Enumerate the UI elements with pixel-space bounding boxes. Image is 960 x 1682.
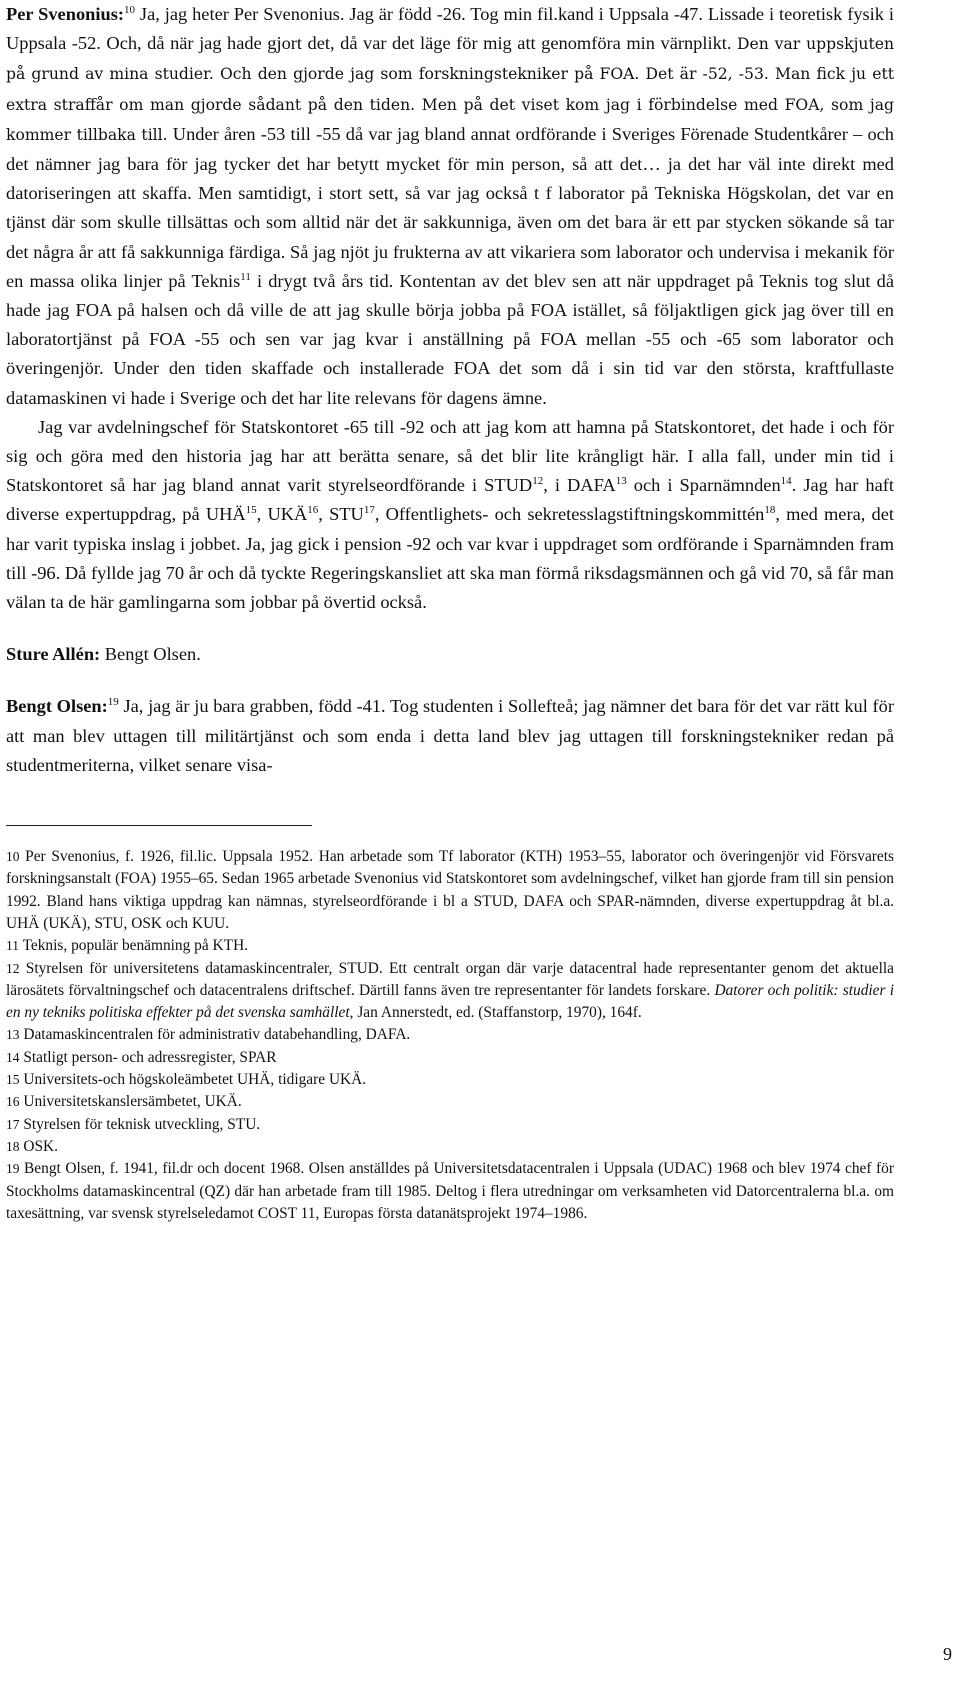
footnote-ref: 12 bbox=[532, 475, 544, 488]
footnote-text: Universitets-och högskoleämbetet UHÄ, tidigare UKÄ. bbox=[19, 1071, 367, 1089]
paragraph-text: Ja, jag är ju bara grabben, född -41. Tog studenten i Sollefteå; jag nämner det bara för det var rätt kul för att man blev uttagen till militärtjänst och som enda i detta land blev jag uttagen till forskningstekniker redan på studentmeriterna, vilket senare visa- bbox=[6, 696, 894, 775]
footnote-16 bbox=[6, 1091, 894, 1113]
paragraph-text: . Jag har haft diverse expertuppdrag, på UHÄ bbox=[6, 475, 895, 525]
footnote-15 bbox=[6, 1069, 894, 1091]
footnote-ref: 10 bbox=[124, 3, 135, 16]
footnote-text: , Jan Annerstedt, ed. (Staffanstorp, 1970), 164f. bbox=[349, 1004, 642, 1022]
footnote-10 bbox=[6, 846, 894, 935]
paragraph-text: Den var uppskjuten på grund av mina studier. Och den gjorde jag som forskningstekniker på FOA. Det är -52, -53. Man fick ju ett extra straffår om man gjorde sådant på den tiden. Men på det viset kom jag i förbindelse med FOA, som jag kommer tillbaka till. bbox=[6, 35, 894, 144]
footnote-separator bbox=[6, 825, 312, 826]
speaker-label: Sture Allén: bbox=[6, 644, 101, 665]
paragraph-olsen bbox=[6, 692, 894, 780]
paragraph-text: i drygt två års tid. Kontentan av det blev sen att när uppdraget på Teknis tog slut då hade jag FOA på halsen och då ville de att jag skulle börja jobba på FOA istället, så följaktligen gick jag över till en laboratortjänst på FOA -55 och sen var jag kvar i anställning på FOA mellan -55 och -65 som laborator och överingenjör. Under den tiden skaffade och installerade FOA det som då i sin tid var den största, kraftfullaste datamaskinen vi hade i Sverige och det har lite relevans för dagens ämne. bbox=[6, 270, 895, 408]
speaker-label: Per Svenonius: bbox=[6, 4, 124, 24]
footnote-ref: 17 bbox=[363, 504, 375, 517]
footnote-12 bbox=[6, 958, 894, 1025]
footnote-text: Per Svenonius, f. 1926, fil.lic. Uppsala 1952. Han arbetade som Tf laborator (KTH) 1953–55, laborator och överingenjör vid Försvarets forskningsanstalt (FOA) 1955–65. Sedan 1965 arbetade Svenonius vid Statskontoret som avdelningschef, vilket han gjorde fram till sin pension 1992. Bland hans viktiga uppdrag kan nämnas, styrelseordförande i bl a STUD, DAFA och SPAR-nämnden, diverse expertuppdrag åt bl.a. UHÄ (UKÄ), STU, OSK och KUU. bbox=[6, 848, 894, 932]
paragraph-svenonius bbox=[6, 0, 894, 413]
footnote-text: Universitetskanslersämbetet, UKÄ. bbox=[19, 1093, 242, 1111]
paragraph-allen bbox=[6, 640, 894, 669]
paragraph-text: , UKÄ bbox=[256, 504, 308, 525]
footnote-14 bbox=[6, 1047, 894, 1069]
footnote-number: 14 bbox=[6, 1049, 20, 1065]
interview-text bbox=[6, 0, 894, 780]
paragraph-text: , med mera, det har varit typiska inslag i jobbet. Ja, jag gick i pension -92 och var kvar i uppdraget som ordförande i Sparnämnden fram till -96. Då fyllde jag 70 år och då tyckte Regeringskansliet att ska man förmå riksdagsmännen och gå vid 70, så får man välan ta de här gamlingarna som jobbar på övertid också. bbox=[6, 504, 894, 613]
footnote-ref: 11 bbox=[240, 270, 251, 283]
footnote-17 bbox=[6, 1114, 894, 1136]
spacer bbox=[6, 617, 894, 640]
paragraph-text: Bengt Olsen. bbox=[100, 644, 201, 665]
paragraph-text: Jag var avdelningschef för Statskontoret -65 till -92 och att jag kom att hamna på Statskontoret, det hade i och för sig och göra med den historia jag har att berätta senare, så det blir lite krångligt här. I alla fall, under min tid i Statskontoret så har jag bland annat varit styrelseordförande i STUD bbox=[6, 416, 894, 496]
footnote-ref: 18 bbox=[764, 504, 776, 517]
footnote-19 bbox=[6, 1158, 894, 1225]
footnote-text: Datamaskincentralen för administrativ databehandling, DAFA. bbox=[19, 1026, 411, 1044]
footnote-11 bbox=[6, 935, 894, 957]
footnote-number: 17 bbox=[6, 1116, 20, 1132]
footnote-text: Bengt Olsen, f. 1941, fil.dr och docent 1968. Olsen anställdes på Universitetsdatacentralen i Uppsala (UDAC) 1968 och blev 1974 chef för Stockholms datamaskincentral (QZ) där han arbetade fram till 1985. Deltog i flera utredningar om verksamheten vid Datorcentralerna bl.a. om taxesättning, var svensk styrelseledamot COST 11, Europas första datanätsprojekt 1974–1986. bbox=[6, 1160, 894, 1222]
paragraph-svenonius-2 bbox=[6, 413, 894, 617]
footnote-number: 19 bbox=[6, 1161, 20, 1177]
paragraph-text: , STU bbox=[318, 504, 364, 525]
footnote-text: Statligt person- och adressregister, SPAR bbox=[19, 1048, 277, 1066]
footnote-number: 10 bbox=[6, 849, 20, 865]
page-number: 9 bbox=[943, 1644, 952, 1664]
paragraph-text: och i Sparnämnden bbox=[626, 475, 781, 496]
footnote-text: Teknis, populär benämning på KTH. bbox=[19, 937, 249, 955]
footnote-text: OSK. bbox=[19, 1137, 58, 1155]
footnote-number: 16 bbox=[6, 1094, 20, 1110]
footnote-number: 12 bbox=[6, 960, 20, 976]
paragraph-text: Under åren -53 till -55 då var jag bland annat ordförande i Sveriges Förenade Studentkårer – och det nämner jag bara för jag tycker det har betytt mycket för min person, så att det… ja det har väl inte direkt med datoriseringen att skaffa. Men samtidigt, i stort sett, så var jag också t f laborator på Tekniska Högskolan, det var en tjänst där som skulle tillsättas och som alltid när det är sakkunniga, även om det bara är ett par stycken sökande så tar det några år att få sakkunniga färdiga. Så jag njöt ju frukterna av att vikariera som laborator och undervisa i mekanik för en massa olika linjer på Teknis bbox=[6, 123, 895, 291]
footnote-18 bbox=[6, 1136, 894, 1158]
paragraph-text: , i DAFA bbox=[543, 475, 616, 496]
spacer bbox=[6, 669, 894, 692]
footnote-text: Styrelsen för universitetens datamaskincentraler, STUD. Ett centralt organ där varje datacentral hade representanter genom det aktuella lärosätets förvaltningschef och datacentralens driftschef. Därtill fanns även tre representanter för landets forskare. bbox=[6, 959, 894, 999]
footnote-number: 18 bbox=[6, 1138, 20, 1154]
footnote-citation-title: Datorer och politik: studier i en ny tekniks politiska effekter på det svenska samhället bbox=[6, 981, 894, 1022]
document-page bbox=[6, 0, 894, 1225]
footnote-number: 11 bbox=[6, 938, 19, 954]
footnote-ref: 14 bbox=[780, 475, 792, 488]
footnote-ref: 13 bbox=[615, 475, 627, 488]
footnote-ref: 16 bbox=[307, 504, 319, 517]
footnote-number: 15 bbox=[6, 1072, 20, 1088]
speaker-label: Bengt Olsen: bbox=[6, 696, 108, 717]
paragraph-text: , Offentlighets- och sekretesslagstiftningskommittén bbox=[374, 504, 765, 525]
paragraph-text: Ja, jag heter Per Svenonius. Jag är född -26. Tog min fil.kand i Uppsala -47. Lissade i teoretisk fysik i Uppsala -52. Och, då när jag hade gjort det, då var det läge för mig att genomföra min värnplikt. bbox=[6, 4, 894, 54]
footnote-text: Styrelsen för teknisk utveckling, STU. bbox=[19, 1115, 261, 1133]
footnote-number: 13 bbox=[6, 1027, 20, 1043]
footnote-ref: 15 bbox=[245, 504, 257, 517]
footnotes bbox=[6, 846, 894, 1225]
footnote-13 bbox=[6, 1024, 894, 1046]
footnote-ref: 19 bbox=[107, 696, 119, 709]
